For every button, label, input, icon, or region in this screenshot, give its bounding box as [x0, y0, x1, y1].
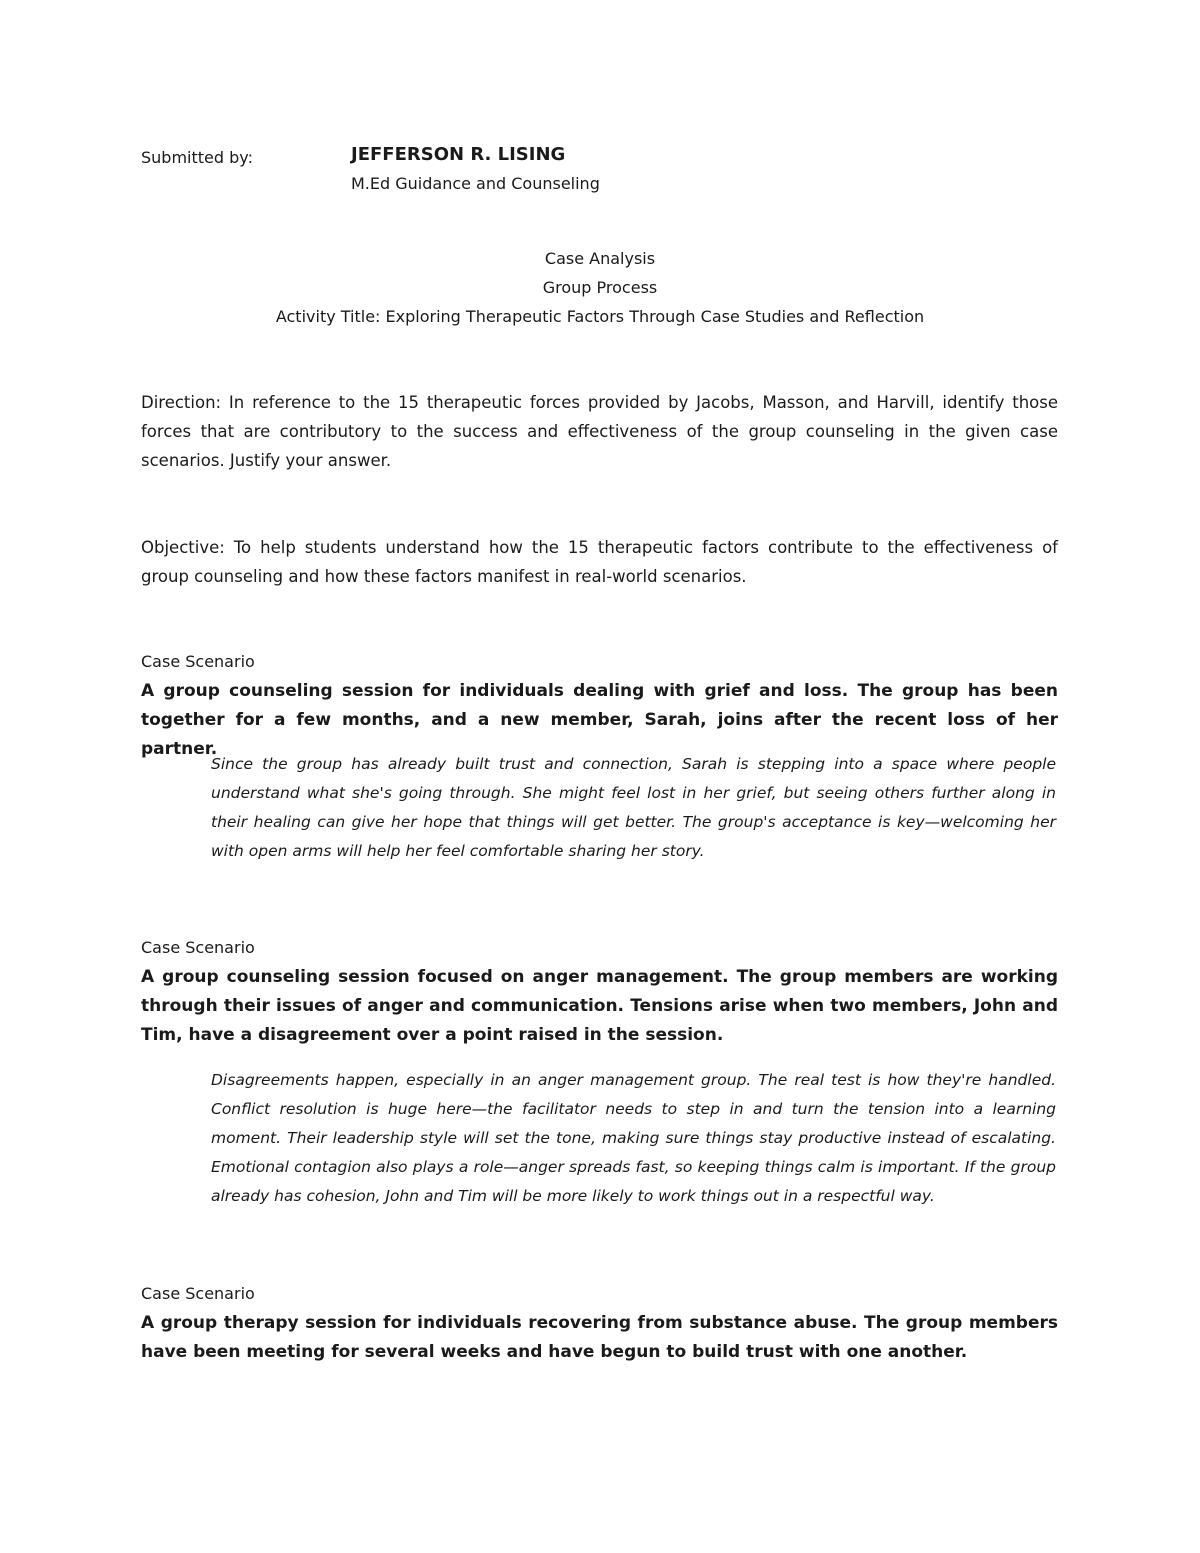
author-name: JEFFERSON R. LISING: [351, 144, 566, 165]
title-block: [0, 244, 1200, 331]
case-scenario-response: Disagreements happen, especially in an anger management group. The real test is how they're handled. Conflict resolution is huge here—the facilitator needs to step in and turn the tension into a learning moment. Their leadership style will set the tone, making sure things stay productive instead of escalating. Emotional contagion also plays a role—anger spreads fast, so keeping things calm is important. If the group already has cohesion, John and Tim will be more likely to work things out in a respectful way.: [211, 1071, 1056, 1205]
activity-title-line: [0, 302, 1200, 331]
objective-paragraph: Objective: To help students understand how the 15 therapeutic factors contribute to the effectiveness of group counseling and how these factors manifest in real-world scenarios.: [141, 538, 1058, 586]
case-scenario-description: A group therapy session for individuals recovering from substance abuse. The group members have been meeting for several weeks and have begun to build trust with one another.: [141, 1313, 1058, 1362]
document-subtitle: Group Process: [542, 278, 658, 297]
case-scenario-label: Case Scenario: [141, 652, 255, 671]
case-scenario-description: A group counseling session focused on anger management. The group members are working through their issues of anger and communication. Tensions arise when two members, John and Tim, have a disagreement over a point raised in the session.: [141, 967, 1058, 1045]
case-scenario-response: Since the group has already built trust and connection, Sarah is stepping into a space where people understand what she's going through. She might feel lost in her grief, but seeing others further along in their healing can give her hope that things will get better. The group's acceptance is key—welcoming her with open arms will help her feel comfortable sharing her story.: [211, 755, 1056, 860]
case-scenario-description: A group counseling session for individuals dealing with grief and loss. The group has been together for a few months, and a new member, Sarah, joins after the recent loss of her partner.: [141, 681, 1058, 759]
case-scenario-label: Case Scenario: [141, 1284, 255, 1303]
document-title: Case Analysis: [544, 249, 656, 268]
activity-title: Exploring Therapeutic Factors Through Case Studies and Reflection: [385, 307, 925, 326]
submitted-by-label: Submitted by:: [141, 148, 253, 167]
activity-title-label: Activity Title:: [275, 307, 381, 326]
direction-paragraph: Direction: In reference to the 15 therapeutic forces provided by Jacobs, Masson, and Harvill, identify those forces that are contributory to the success and effectiveness of the group counseling in the given case scenarios. Justify your answer.: [141, 393, 1058, 470]
author-program: M.Ed Guidance and Counseling: [351, 174, 600, 193]
case-scenario-label: Case Scenario: [141, 938, 255, 957]
